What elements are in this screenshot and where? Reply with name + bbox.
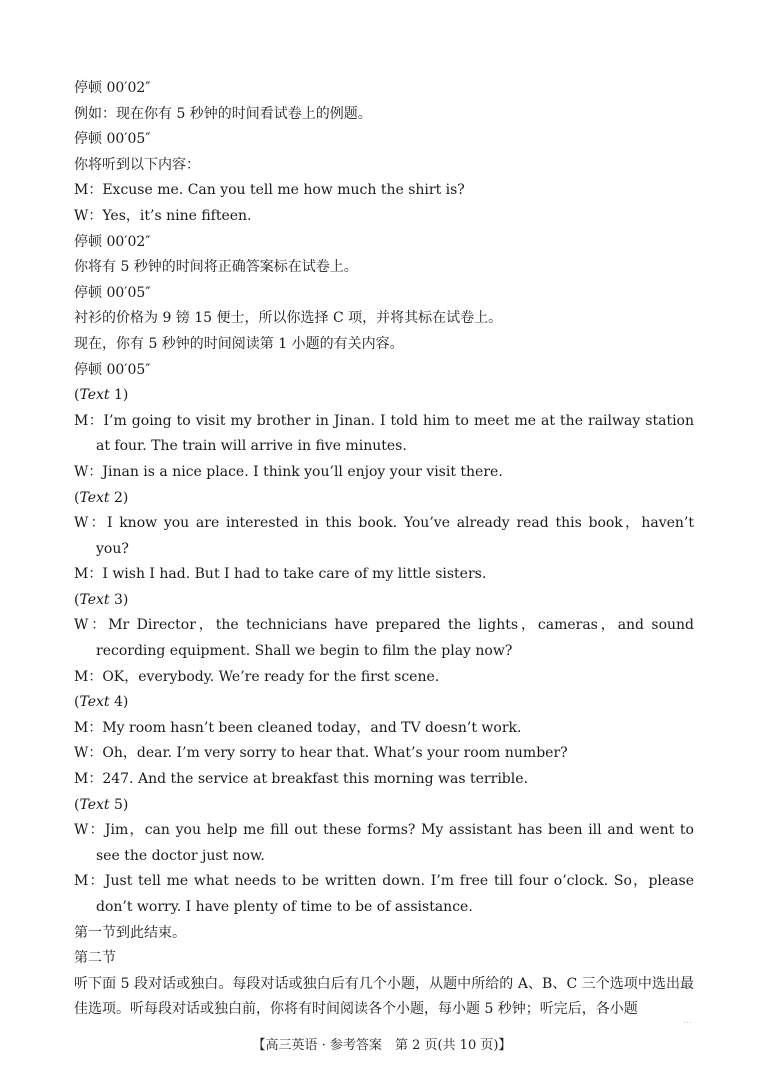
section-end-note: 第一节到此结束。 (74, 924, 186, 941)
page-footer: 【高三英语 · 参考答案 第 2 页(共 10 页)】 (252, 1038, 512, 1053)
text-heading: (Text 4) (74, 694, 129, 711)
pause-line: 停顿 00′05″ (74, 284, 151, 301)
text-heading: (Text 1) (74, 387, 129, 404)
dialogue-turn: W：I know you are interested in this book. You’ve already read this book，haven’t you? (74, 515, 694, 557)
hear-content-line: 你将听到以下内容： (74, 156, 200, 173)
text-number: 1 (113, 387, 123, 404)
mark-answer-instruction: 你将有 5 秒钟的时间将正确答案标在试卷上。 (74, 259, 358, 276)
dialogue-turn: W：Oh，dear. I’m very sorry to hear that. What’s your room number? (74, 745, 568, 762)
dialogue-turn: M：Just tell me what needs to be written down. I’m free till four o’clock. So，please don’t worry. I have plenty of time to be of assistance. (74, 873, 694, 915)
text-label: Text (79, 796, 110, 813)
section-instructions: 听下面 5 段对话或独白。每段对话或独白后有几个小题，从题中所给的 A、B、C 三个选项中选出最佳选项。听每段对话或独白前，你将有时间阅读各个小题，每小题 5 秒钟；听完后，各小题 (74, 975, 694, 1018)
dialogue-turn: W：Jinan is a nice place. I think you’ll enjoy your visit there. (74, 463, 503, 480)
dialogue-turn: M：I wish I had. But I had to take care of my little sisters. (74, 566, 487, 583)
pause-line: 停顿 00′05″ (74, 131, 151, 148)
dialogue-turn: M：OK，everybody. We’re ready for the first scene. (74, 668, 440, 685)
text-number: 3 (113, 591, 123, 608)
example-explanation: 衬衫的价格为 9 镑 15 便士，所以你选择 C 项，并将其标在试卷上。 (74, 310, 503, 327)
text-label: Text (79, 387, 110, 404)
read-question-instruction: 现在，你有 5 秒钟的时间阅读第 1 小题的有关内容。 (74, 335, 404, 352)
example-dialogue-w: W：Yes，it’s nine fifteen. (74, 207, 252, 224)
text-label: Text (79, 694, 110, 711)
dialogue-turn: W：Jim，can you help me fill out these forms? My assistant has been ill and went to see the doctor just now. (74, 822, 694, 864)
text-number: 2 (113, 489, 123, 506)
text-number: 5 (113, 796, 123, 813)
pause-line: 停顿 00′02″ (74, 80, 151, 96)
text-heading: (Text 3) (74, 591, 129, 608)
example-instruction: 例如：现在你有 5 秒钟的时间看试卷上的例题。 (74, 105, 372, 122)
dialogue-turn: W：Mr Director，the technicians have prepared the lights，cameras，and sound recording equipment. Shall we begin to film the play now? (74, 617, 694, 660)
dialogue-turn: M：My room hasn’t been cleaned today，and TV doesn’t work. (74, 719, 522, 736)
text-heading: (Text 2) (74, 489, 129, 506)
text-number: 4 (113, 694, 123, 711)
dialogue-turn: M：247. And the service at breakfast this morning was terrible. (74, 771, 528, 788)
text-heading: (Text 5) (74, 796, 129, 813)
pause-line: 停顿 00′05″ (74, 361, 151, 378)
section-heading: 第二节 (74, 950, 116, 967)
corner-mark: ... (683, 1016, 692, 1026)
text-label: Text (79, 489, 110, 506)
pause-line: 停顿 00′02″ (74, 233, 151, 250)
page-content (74, 76, 694, 1023)
example-dialogue-m: M：Excuse me. Can you tell me how much the shirt is? (74, 182, 465, 199)
text-label: Text (79, 591, 110, 608)
dialogue-turn: M：I’m going to visit my brother in Jinan. I told him to meet me at the railway station at four. The train will arrive in five minutes. (74, 412, 694, 455)
